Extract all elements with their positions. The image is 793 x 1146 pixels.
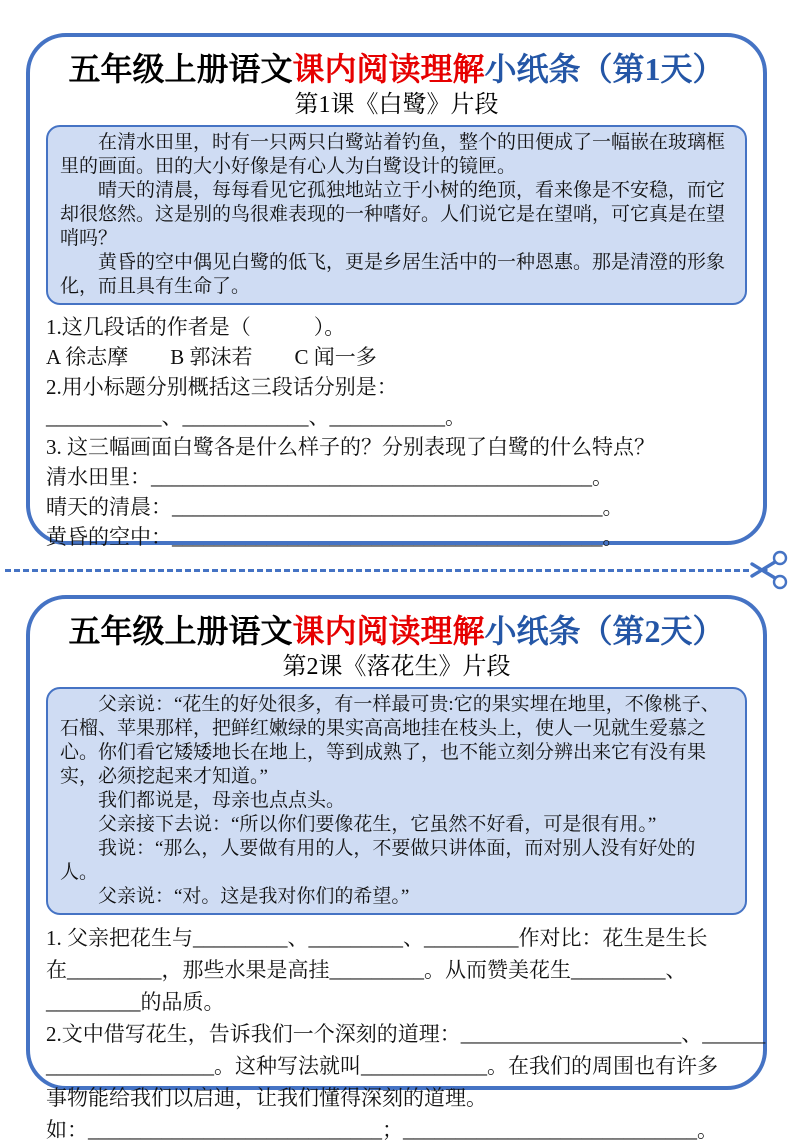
blank-line: ___________、____________、___________。 (46, 405, 466, 429)
cut-line-row (5, 545, 793, 595)
card1-title-day: 小纸条（第1天） (484, 51, 725, 87)
passage-paragraph: 我们都说是，母亲也点点头。 (98, 790, 346, 811)
blank-line: 清水田里：__________________________________________。 (46, 465, 613, 489)
passage-paragraph: 父亲接下去说：“所以你们要像花生，它虽然不好看，可是很有用。” (98, 814, 657, 835)
passage-paragraph: 我说：“那么，人要做有用的人，不要做只讲体面，而对别人没有好处的人。 (60, 838, 696, 883)
passage-paragraph: 父亲说：“花生的好处很多，有一样最可贵:它的果实埋在地里，不像桃子、石榴、苹果那样，把鲜红嫩绿的果实高高地挂在枝头上，使人一见就生爱慕之心。你们看它矮矮地长在地上，等到成熟了，也不能立刻分辨出来它有没有果实，必须挖起来才知道。” (60, 694, 720, 787)
question-line: ________________。这种写法就叫____________。在我们的周围也有许多 (46, 1054, 718, 1078)
card2-title-day: 小纸条（第2天） (484, 613, 725, 649)
card1-title-grade: 五年级上册语文 (68, 51, 293, 87)
question-line: 事物能给我们以启迪，让我们懂得深刻的道理。 (46, 1086, 487, 1110)
card1-passage-box (46, 125, 747, 305)
blank-line: 晴天的清晨：_________________________________________。 (46, 495, 624, 519)
question-line: 3. 这三幅画面白鹭各是什么样子的？分别表现了白鹭的什么特点？ (46, 435, 655, 459)
question-line: 1.这几段话的作者是（ ）。 (46, 315, 346, 339)
question-line: 2.文中借写花生，告诉我们一个深刻的道理：_____________________、______ (46, 1022, 766, 1046)
passage-paragraph: 父亲说：“对。这是我对你们的希望。” (98, 886, 410, 907)
scissors-icon (745, 546, 793, 594)
dashed-cut-line (5, 569, 749, 572)
card2-title (46, 611, 747, 651)
card2-title-topic: 课内阅读理解 (292, 613, 485, 649)
question-line: 1. 父亲把花生与_________、_________、_________作对比：花生是生长 (46, 926, 708, 950)
passage-paragraph: 晴天的清晨，每每看见它孤独地站立于小树的绝顶，看来像是不安稳，而它却很悠然。这是别的鸟很难表现的一种嗜好。人们说它是在望哨，可它真是在望哨吗？ (60, 180, 726, 249)
card2-title-grade: 五年级上册语文 (68, 613, 293, 649)
worksheet-card-day2 (26, 595, 767, 1142)
blank-line: _________的品质。 (46, 990, 225, 1014)
card1-lesson-subtitle: 第1课《白鹭》片段 (294, 92, 499, 118)
blank-line: 如：____________________________；____________________________。 (46, 1118, 718, 1142)
answer-options-line: A 徐志摩 B 郭沫若 C 闻一多 (46, 345, 377, 369)
question-line: 在_________，那些水果是高挂_________。从而赞美花生_________、 (46, 958, 687, 982)
card2-passage-box (46, 687, 747, 915)
passage-paragraph: 在清水田里，时有一只两只白鹭站着钓鱼，整个的田便成了一幅嵌在玻璃框里的画面。田的大小好像是有心人为白鹭设计的镜匣。 (60, 132, 726, 177)
card1-title (46, 49, 747, 89)
blank-line: 黄昏的空中：_________________________________________。 (46, 525, 624, 549)
card1-questions (46, 312, 747, 552)
card2-questions (46, 922, 766, 1146)
card1-title-topic: 课内阅读理解 (292, 51, 485, 87)
card2-lesson-subtitle: 第2课《落花生》片段 (282, 654, 511, 680)
worksheet-card-day1 (26, 33, 767, 549)
question-line: 2.用小标题分别概括这三段话分别是： (46, 375, 398, 399)
passage-paragraph: 黄昏的空中偶见白鹭的低飞，更是乡居生活中的一种恩惠。那是清澄的形象化，而且具有生命了。 (60, 252, 726, 297)
